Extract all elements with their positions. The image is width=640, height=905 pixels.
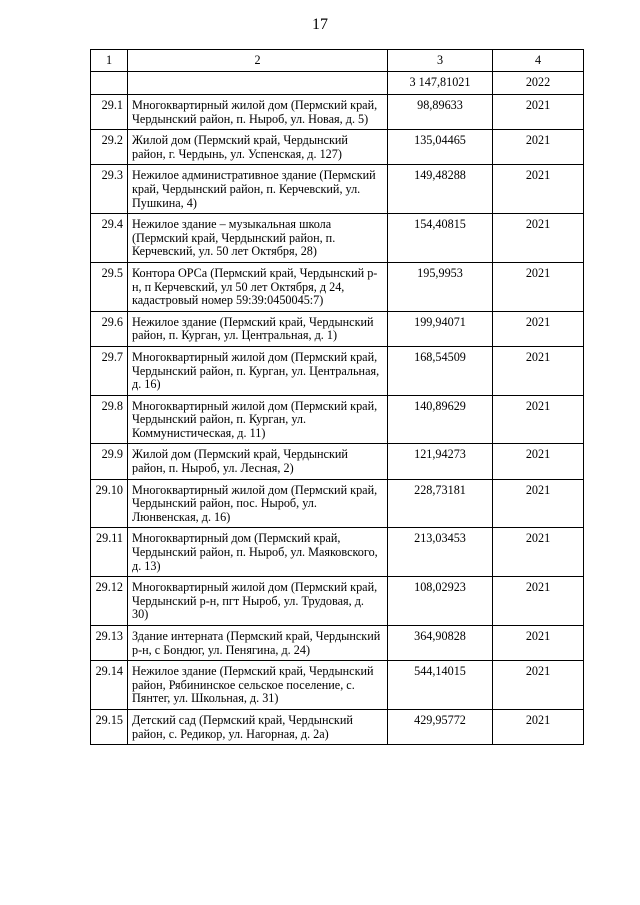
table-row bbox=[91, 346, 584, 395]
row-value: 121,94273 bbox=[388, 444, 493, 479]
row-value: 199,94071 bbox=[388, 311, 493, 346]
row-value: 108,02923 bbox=[388, 577, 493, 626]
row-description: Многоквартирный дом (Пермский край, Чердынский район, п. Ныроб, ул. Маяковского, д. 13) bbox=[128, 528, 388, 577]
row-description: Здание интерната (Пермский край, Чердынский р-н, с Бондюг, ул. Пенягина, д. 24) bbox=[128, 626, 388, 661]
row-year: 2021 bbox=[493, 479, 584, 528]
table-row bbox=[91, 95, 584, 130]
table-row bbox=[91, 661, 584, 710]
row-description: Жилой дом (Пермский край, Чердынский район, г. Чердынь, ул. Успенская, д. 127) bbox=[128, 130, 388, 165]
table-row bbox=[91, 311, 584, 346]
row-value: 98,89633 bbox=[388, 95, 493, 130]
row-number: 29.3 bbox=[91, 165, 128, 214]
table-row bbox=[91, 626, 584, 661]
row-description: Многоквартирный жилой дом (Пермский край, Чердынский район, п. Курган, ул. Центральная, д. 16) bbox=[128, 346, 388, 395]
table-row bbox=[91, 395, 584, 444]
row-year: 2021 bbox=[493, 262, 584, 311]
row-value: 195,9953 bbox=[388, 262, 493, 311]
row-year: 2021 bbox=[493, 661, 584, 710]
row-description: Многоквартирный жилой дом (Пермский край, Чердынский р-н, пгт Ныроб, ул. Трудовая, д. 30) bbox=[128, 577, 388, 626]
row-number: 29.11 bbox=[91, 528, 128, 577]
row-year: 2021 bbox=[493, 528, 584, 577]
row-number: 29.9 bbox=[91, 444, 128, 479]
totals-year: 2022 bbox=[493, 72, 584, 95]
row-value: 135,04465 bbox=[388, 130, 493, 165]
row-description: Многоквартирный жилой дом (Пермский край, Чердынский район, п. Курган, ул. Коммунистическая, д. 11) bbox=[128, 395, 388, 444]
row-year: 2021 bbox=[493, 214, 584, 263]
row-year: 2021 bbox=[493, 577, 584, 626]
row-value: 154,40815 bbox=[388, 214, 493, 263]
row-value: 168,54509 bbox=[388, 346, 493, 395]
column-header: 3 bbox=[388, 50, 493, 72]
totals-empty-cell bbox=[128, 72, 388, 95]
objects-table bbox=[90, 49, 584, 745]
totals-empty-cell bbox=[91, 72, 128, 95]
column-header: 4 bbox=[493, 50, 584, 72]
table-row bbox=[91, 709, 584, 744]
row-number: 29.13 bbox=[91, 626, 128, 661]
row-description: Нежилое здание (Пермский край, Чердынский район, п. Курган, ул. Центральная, д. 1) bbox=[128, 311, 388, 346]
row-value: 149,48288 bbox=[388, 165, 493, 214]
row-year: 2021 bbox=[493, 626, 584, 661]
row-number: 29.12 bbox=[91, 577, 128, 626]
row-value: 429,95772 bbox=[388, 709, 493, 744]
table-row bbox=[91, 130, 584, 165]
row-year: 2021 bbox=[493, 311, 584, 346]
totals-value: 3 147,81021 bbox=[388, 72, 493, 95]
row-year: 2021 bbox=[493, 709, 584, 744]
row-year: 2021 bbox=[493, 165, 584, 214]
row-value: 364,90828 bbox=[388, 626, 493, 661]
page-number: 17 bbox=[312, 16, 328, 33]
table-row bbox=[91, 479, 584, 528]
table-row bbox=[91, 165, 584, 214]
row-year: 2021 bbox=[493, 130, 584, 165]
row-description: Нежилое здание – музыкальная школа (Пермский край, Чердынский район, п. Керчевский, ул. 50 лет Октября, 28) bbox=[128, 214, 388, 263]
column-header: 2 bbox=[128, 50, 388, 72]
column-header: 1 bbox=[91, 50, 128, 72]
table-row bbox=[91, 577, 584, 626]
row-year: 2021 bbox=[493, 395, 584, 444]
row-number: 29.8 bbox=[91, 395, 128, 444]
row-year: 2021 bbox=[493, 95, 584, 130]
row-description: Контора ОРСа (Пермский край, Чердынский р-н, п Керчевский, ул 50 лет Октября, д 24, кадастровый номер 59:39:0450045:7) bbox=[128, 262, 388, 311]
row-number: 29.7 bbox=[91, 346, 128, 395]
row-number: 29.2 bbox=[91, 130, 128, 165]
table-header-row bbox=[91, 50, 584, 72]
table-row bbox=[91, 262, 584, 311]
row-value: 228,73181 bbox=[388, 479, 493, 528]
row-number: 29.14 bbox=[91, 661, 128, 710]
row-value: 140,89629 bbox=[388, 395, 493, 444]
row-value: 544,14015 bbox=[388, 661, 493, 710]
row-description: Нежилое административное здание (Пермский край, Чердынский район, п. Керчевский, ул. Пушкина, 4) bbox=[128, 165, 388, 214]
row-number: 29.6 bbox=[91, 311, 128, 346]
row-description: Многоквартирный жилой дом (Пермский край, Чердынский район, п. Ныроб, ул. Новая, д. 5) bbox=[128, 95, 388, 130]
row-year: 2021 bbox=[493, 444, 584, 479]
row-number: 29.10 bbox=[91, 479, 128, 528]
row-year: 2021 bbox=[493, 346, 584, 395]
row-description: Жилой дом (Пермский край, Чердынский район, п. Ныроб, ул. Лесная, 2) bbox=[128, 444, 388, 479]
row-value: 213,03453 bbox=[388, 528, 493, 577]
row-number: 29.4 bbox=[91, 214, 128, 263]
row-number: 29.5 bbox=[91, 262, 128, 311]
row-description: Нежилое здание (Пермский край, Чердынский район, Рябининское сельское поселение, с. Пянтег, ул. Школьная, д. 31) bbox=[128, 661, 388, 710]
table-row bbox=[91, 214, 584, 263]
row-number: 29.1 bbox=[91, 95, 128, 130]
table-row bbox=[91, 444, 584, 479]
row-description: Многоквартирный жилой дом (Пермский край, Чердынский район, пос. Ныроб, ул. Люнвенская, д. 16) bbox=[128, 479, 388, 528]
row-description: Детский сад (Пермский край, Чердынский район, с. Редикор, ул. Нагорная, д. 2а) bbox=[128, 709, 388, 744]
totals-row bbox=[91, 72, 584, 95]
table-row bbox=[91, 528, 584, 577]
row-number: 29.15 bbox=[91, 709, 128, 744]
